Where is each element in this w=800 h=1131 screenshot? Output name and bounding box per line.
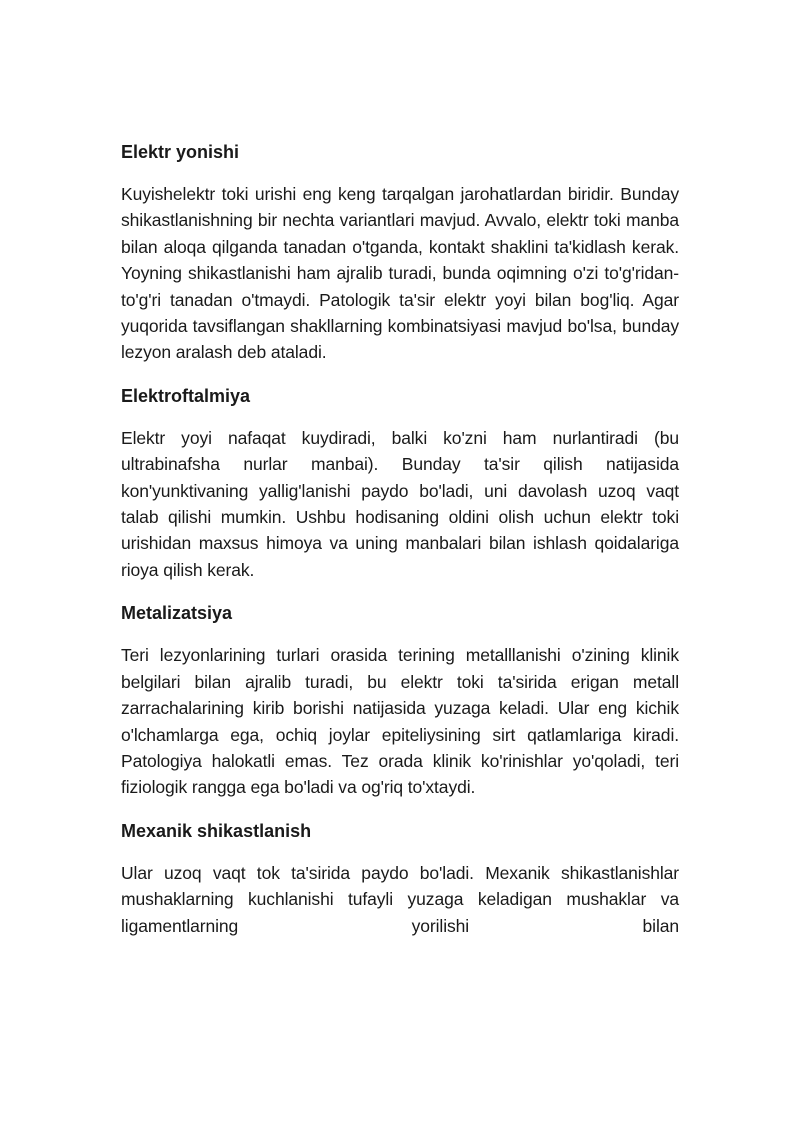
section-mexanik-shikastlanish — [121, 818, 679, 939]
section-heading: Elektr yonishi — [121, 142, 240, 162]
section-paragraph: Teri lezyonlarining turlari orasida terining metalllanishi o'zining klinik belgilari bilan ajralib turadi, bu elektr toki ta'sirida erigan metall zarrachalarining kirib borishi natijasida yuzaga keladi. Ular eng kichik o'lchamlarga ega, ochiq joylar epiteliysining sirt qatlamlariga kiradi. Patologiya halokatli emas. Tez orada klinik ko'rinishlar yo'qoladi, teri fiziologik rangga ega bo'ladi va og'riq to'xtaydi. — [121, 645, 679, 798]
section-elektroftalmiya — [121, 383, 679, 583]
section-heading: Metalizatsiya — [121, 603, 233, 624]
section-paragraph: Kuyishelektr toki urishi eng keng tarqalgan jarohatlardan biridir. Bunday shikastlanishning bir nechta variantlari mavjud. Avvalo, elektr toki manba bilan aloqa qilganda tanadan o'tganda, kontakt shaklini ta'kidlash kerak. Yoyning shikastlanishi ham ajralib turadi, bunda oqimning o'zi to'g'ridan-to'g'ri tanadan o'tmaydi. Patologik ta'sir elektr yoyi bilan bog'liq. Agar yuqorida tavsiflangan shakllarning kombinatsiyasi mavjud bo'lsa, bunday lezyon aralash deb ataladi. — [121, 184, 679, 363]
document-page — [121, 139, 679, 956]
section-paragraph: Elektr yoyi nafaqat kuydiradi, balki ko'zni ham nurlantiradi (bu ultrabinafsha nurlar manbai). Bunday ta'sir qilish natijasida kon'yunktivaning yallig'lanishi paydo bo'ladi, uni davolash uzoq vaqt talab qilishi mumkin. Ushbu hodisaning oldini olish uchun elektr toki urishidan maxsus himoya va uning manbalari bilan ishlash qoidalariga rioya qilish kerak. — [121, 427, 679, 580]
section-heading: Elektroftalmiya — [121, 385, 251, 406]
section-paragraph: Ular uzoq vaqt tok ta'sirida paydo bo'ladi. Mexanik shikastlanishlar mushaklarning kuchlanishi tufayli yuzaga keladigan mushaklar va ligamentlarning yorilishi bilan — [121, 862, 679, 936]
section-metalizatsiya — [121, 600, 679, 800]
section-heading: Mexanik shikastlanish — [121, 820, 312, 841]
section-elektr-yonishi — [121, 139, 679, 366]
